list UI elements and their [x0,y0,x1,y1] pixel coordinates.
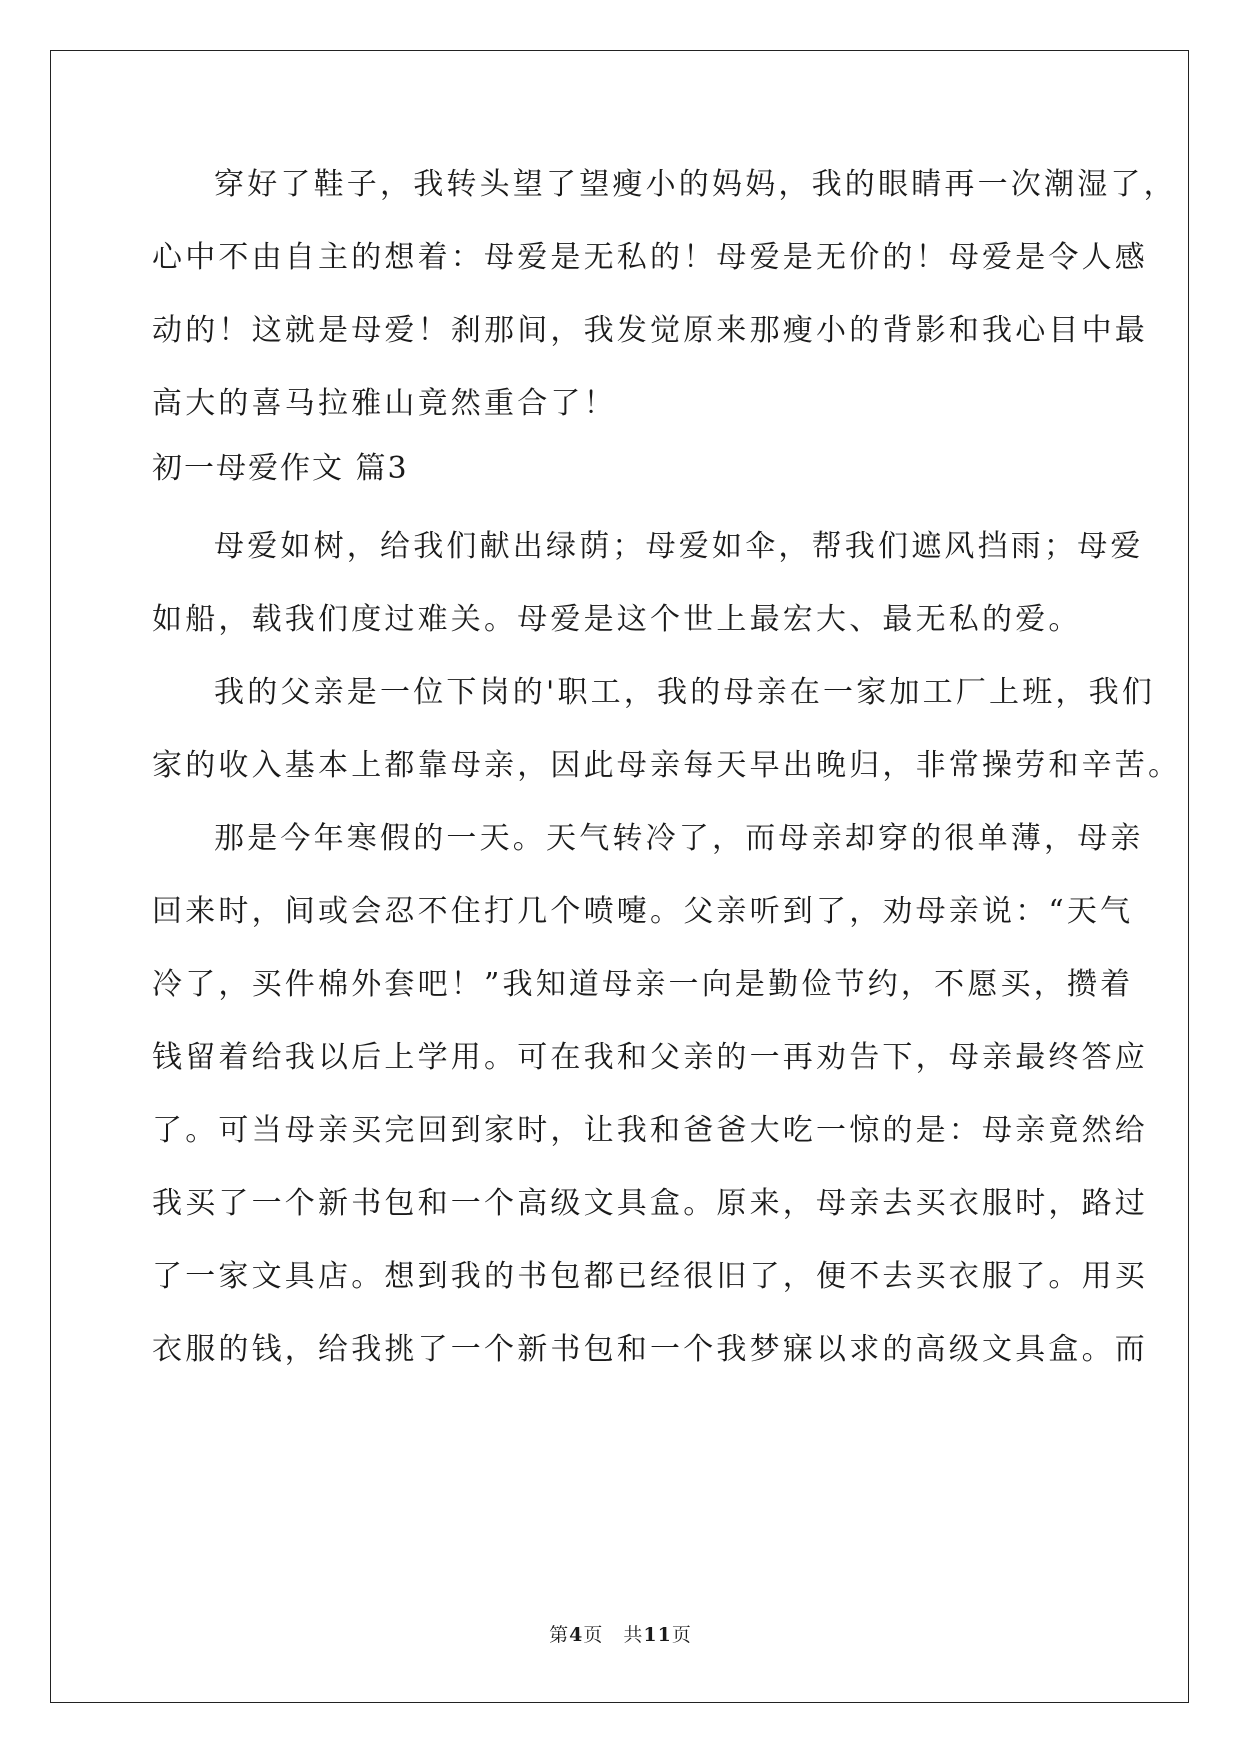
paragraph-line: 回来时，间或会忍不住打几个喷嚏。父亲听到了，劝母亲说：“天气 [152,894,1134,929]
footer-suffix: 页 [671,1624,692,1646]
footer-prefix: 第 [549,1624,570,1646]
paragraph-line: 家的收入基本上都靠母亲，因此母亲每天早出晚归，非常操劳和辛苦。 [152,748,1182,783]
paragraph-line: 了一家文具店。想到我的书包都已经很旧了，便不去买衣服了。用买 [152,1259,1148,1294]
paragraph-line: 母爱如树，给我们献出绿荫；母爱如伞，帮我们遮风挡雨；母爱 [214,529,1144,564]
paragraph-line: 那是今年寒假的一天。天气转冷了，而母亲却穿的很单薄，母亲 [214,821,1144,856]
page-footer [0,1620,1241,1647]
paragraph-line: 动的！这就是母爱！刹那间，我发觉原来那瘦小的背影和我心目中最 [152,313,1148,348]
total-page-count: 11 [643,1624,672,1646]
paragraph-line: 我的父亲是一位下岗的'职工，我的母亲在一家加工厂上班，我们 [214,675,1156,710]
paragraph-line: 高大的喜马拉雅山竟然重合了！ [152,386,617,421]
paragraph-line: 如船，载我们度过难关。母爱是这个世上最宏大、最无私的爱。 [152,602,1082,637]
paragraph-line: 心中不由自主的想着：母爱是无私的！母爱是无价的！母爱是令人感 [152,240,1148,275]
paragraph-line: 钱留着给我以后上学用。可在我和父亲的一再劝告下，母亲最终答应 [152,1040,1148,1075]
paragraph-line: 我买了一个新书包和一个高级文具盒。原来，母亲去买衣服时，路过 [152,1186,1148,1221]
paragraph-line: 穿好了鞋子，我转头望了望瘦小的妈妈，我的眼睛再一次潮湿了， [214,167,1177,202]
current-page-number: 4 [569,1624,584,1646]
paragraph-line: 了。可当母亲买完回到家时，让我和爸爸大吃一惊的是：母亲竟然给 [152,1113,1148,1148]
section-heading: 初一母爱作文 篇3 [152,451,409,486]
footer-middle: 页 共 [583,1624,644,1646]
page-border [50,50,1189,1703]
paragraph-line: 冷了，买件棉外套吧！”我知道母亲一向是勤俭节约，不愿买，攒着 [152,967,1134,1002]
paragraph-line: 衣服的钱，给我挑了一个新书包和一个我梦寐以求的高级文具盒。而 [152,1332,1148,1367]
